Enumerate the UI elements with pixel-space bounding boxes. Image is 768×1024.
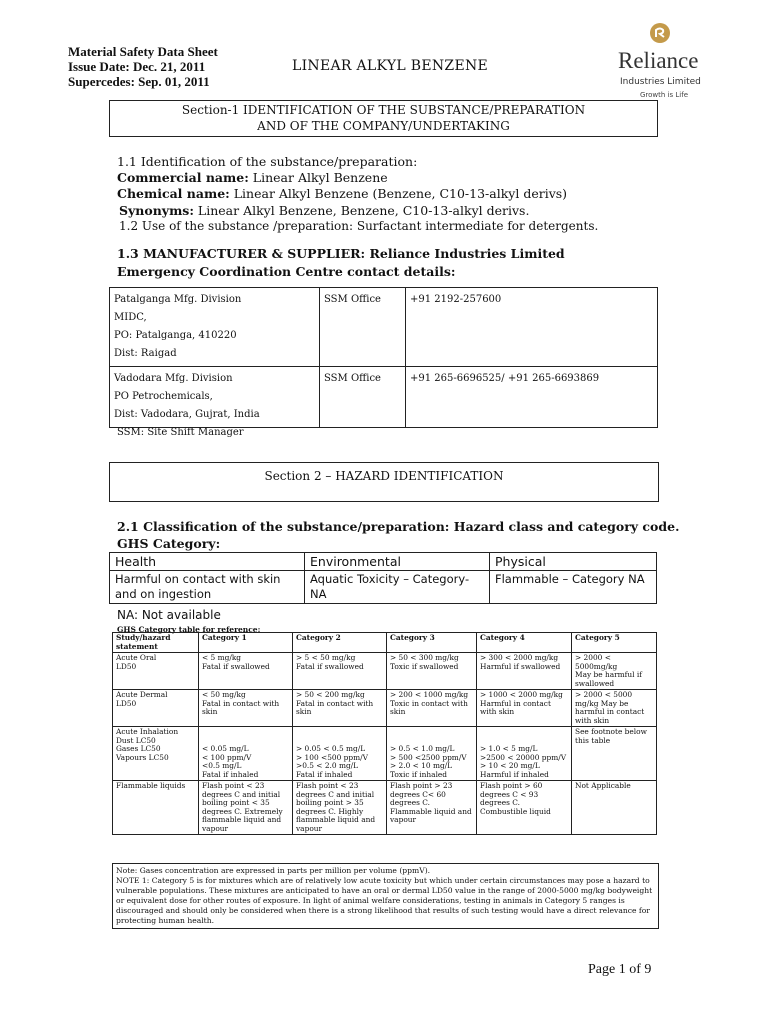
table-cell: > 1.0 < 5 mg/L >2500 < 20000 ppm/V > 10 < 20 mg/L Harmful if inhaled: [477, 727, 572, 781]
chemical-name-label: Chemical name:: [117, 186, 230, 201]
table-row: [113, 690, 657, 727]
table-header-row: [113, 633, 657, 653]
table-cell: > 0.5 < 1.0 mg/L > 500 <2500 ppm/V > 2.0 < 10 mg/L Toxic if inhaled: [387, 727, 477, 781]
header-health: Health: [110, 553, 305, 571]
table-row: [110, 288, 658, 367]
ssm-note: SSM: Site Shift Manager: [117, 427, 244, 438]
logo-tagline: Growth is Life: [640, 91, 688, 99]
address-line: Vadodara Mfg. Division: [114, 373, 233, 384]
table-cell: > 1000 < 2000 mg/kg Harmful in contact with skin: [477, 690, 572, 727]
table-cell: Flash point < 23 degrees C and initial boiling point > 35 degrees C. Highly flammable liquid and vapour: [293, 781, 387, 835]
column-header: Category 4: [477, 633, 572, 653]
document-title: LINEAR ALKYL BENZENE: [292, 58, 489, 74]
synonyms-label: Synonyms:: [119, 203, 194, 218]
table-cell: > 2000 < 5000mg/kg May be harmful if swallowed: [572, 653, 657, 690]
column-header: Category 3: [387, 633, 477, 653]
phone-cell: +91 2192-257600: [406, 288, 658, 367]
section-2-heading: [109, 462, 659, 502]
logo-name: Reliance: [618, 48, 699, 73]
subsection-2-1: 2.1 Classification of the substance/preparation: Hazard class and category code.: [117, 519, 680, 534]
physical-value: Flammable – Category NA: [490, 571, 657, 604]
column-header: Category 1: [199, 633, 293, 653]
synonyms: [119, 203, 529, 218]
table-cell: Flash point > 23 degrees C< 60 degrees C. Flammable liquid and vapour: [387, 781, 477, 835]
ghs-category-label: GHS Category:: [117, 536, 221, 551]
footnote-text: Note: Gases concentration are expressed in parts per million per volume (ppmV). NOTE 1: Category 5 is for mixtures which are of relatively low acute toxicity but which under certain circumstances may pose a hazard to vulnerable populations. These mixtures are anticipated to have an oral or dermal LD50 value in the range of 2000-5000 mg/kg bodyweight or equivalent dose for other routes of exposure. In light of animal welfare considerations, testing in animals in Category 5 ranges is discouraged and should only be considered when there is a strong likelihood that results of such testing would have a direct relevance for protecting human health.: [116, 866, 653, 925]
address-line: Patalganga Mfg. Division: [114, 294, 242, 305]
subsection-1-1: 1.1 Identification of the substance/preparation:: [117, 154, 418, 169]
table-cell: > 5 < 50 mg/kg Fatal if swallowed: [293, 653, 387, 690]
address-line: MIDC,: [114, 312, 147, 323]
section-2-heading-text: Section 2 – HAZARD IDENTIFICATION: [264, 469, 504, 483]
not-available-note: NA: Not available: [117, 608, 221, 622]
footnote-box: [112, 863, 659, 929]
address-line: Dist: Raigad: [114, 348, 177, 359]
table-row: [110, 571, 657, 604]
commercial-name: [117, 170, 388, 185]
column-header: Category 5: [572, 633, 657, 653]
chemical-name-value: Linear Alkyl Benzene (Benzene, C10-13-alkyl derivs): [229, 186, 568, 201]
header-physical: Physical: [490, 553, 657, 571]
site-address: [110, 367, 320, 428]
table-row: [113, 781, 657, 835]
ghs-category-table: [109, 552, 657, 604]
header-environmental: Environmental: [305, 553, 490, 571]
document-type: Material Safety Data Sheet: [68, 44, 218, 59]
supersedes-date: Supercedes: Sep. 01, 2011: [68, 74, 210, 89]
table-cell: Acute Dermal LD50: [113, 690, 199, 727]
table-row: [113, 653, 657, 690]
table-cell: > 50 < 300 mg/kg Toxic if swallowed: [387, 653, 477, 690]
reliance-logo-icon: [649, 22, 671, 44]
table-header-row: [110, 553, 657, 571]
table-cell: Acute Oral LD50: [113, 653, 199, 690]
contact-table: [109, 287, 658, 428]
column-header: Study/hazard statement: [113, 633, 199, 653]
ghs-reference-table: [112, 632, 657, 835]
logo-subtitle: Industries Limited: [620, 77, 701, 87]
table-cell: > 300 < 2000 mg/kg Harmful if swallowed: [477, 653, 572, 690]
table-row: [113, 727, 657, 781]
table-cell: > 200 < 1000 mg/kg Toxic in contact with skin: [387, 690, 477, 727]
emergency-contact-heading: Emergency Coordination Centre contact details:: [117, 264, 456, 279]
table-cell: < 50 mg/kg Fatal in contact with skin: [199, 690, 293, 727]
table-cell: Flammable liquids: [113, 781, 199, 835]
section-1-heading: [109, 100, 658, 137]
table-cell: Flash point < 23 degrees C and initial boiling point < 35 degrees C. Extremely flammable liquid and vapour: [199, 781, 293, 835]
site-address: [110, 288, 320, 367]
phone-cell: +91 265-6696525/ +91 265-6693869: [406, 367, 658, 428]
table-cell: > 2000 < 5000 mg/kg May be harmful in contact with skin: [572, 690, 657, 727]
office-cell: SSM Office: [320, 288, 406, 367]
table-cell: < 0.05 mg/L < 100 ppm/V <0.5 mg/L Fatal if inhaled: [199, 727, 293, 781]
office-cell: SSM Office: [320, 367, 406, 428]
category-table-title: GHS Category table for reference:: [117, 625, 261, 634]
category-table-body: [113, 653, 657, 835]
column-header: Category 2: [293, 633, 387, 653]
address-line: PO: Patalganga, 410220: [114, 330, 237, 341]
section-1-heading-line1: Section-1 IDENTIFICATION OF THE SUBSTANCE/PREPARATION: [181, 103, 586, 117]
health-value: Harmful on contact with skin and on ingestion: [110, 571, 305, 604]
table-cell: > 50 < 200 mg/kg Fatal in contact with skin: [293, 690, 387, 727]
synonyms-value: Linear Alkyl Benzene, Benzene, C10-13-alkyl derivs.: [193, 203, 530, 218]
table-cell: Flash point > 60 degrees C < 93 degrees C. Combustible liquid: [477, 781, 572, 835]
document-header-info: [68, 44, 218, 89]
table-cell: Not Applicable: [572, 781, 657, 835]
commercial-name-label: Commercial name:: [117, 170, 249, 185]
table-cell: > 0.05 < 0.5 mg/L > 100 <500 ppm/V >0.5 < 2.0 mg/L Fatal if inhaled: [293, 727, 387, 781]
company-logo: [616, 44, 726, 104]
address-line: PO Petrochemicals,: [114, 391, 213, 402]
address-line: Dist: Vadodara, Gujrat, India: [114, 409, 260, 420]
use-of-substance: 1.2 Use of the substance /preparation: Surfactant intermediate for detergents.: [119, 219, 599, 233]
environmental-value: Aquatic Toxicity – Category- NA: [305, 571, 490, 604]
commercial-name-value: Linear Alkyl Benzene: [248, 170, 388, 185]
chemical-name: [117, 186, 567, 201]
table-cell: See footnote below this table: [572, 727, 657, 781]
issue-date: Issue Date: Dec. 21, 2011: [68, 59, 206, 74]
table-cell: Acute Inhalation Dust LC50 Gases LC50 Vapours LC50: [113, 727, 199, 781]
page-number: Page 1 of 9: [588, 962, 652, 977]
table-cell: < 5 mg/kg Fatal if swallowed: [199, 653, 293, 690]
table-row: [110, 367, 658, 428]
section-1-heading-line2: AND OF THE COMPANY/UNDERTAKING: [257, 119, 510, 133]
manufacturer-supplier: 1.3 MANUFACTURER & SUPPLIER: Reliance Industries Limited: [117, 246, 565, 261]
